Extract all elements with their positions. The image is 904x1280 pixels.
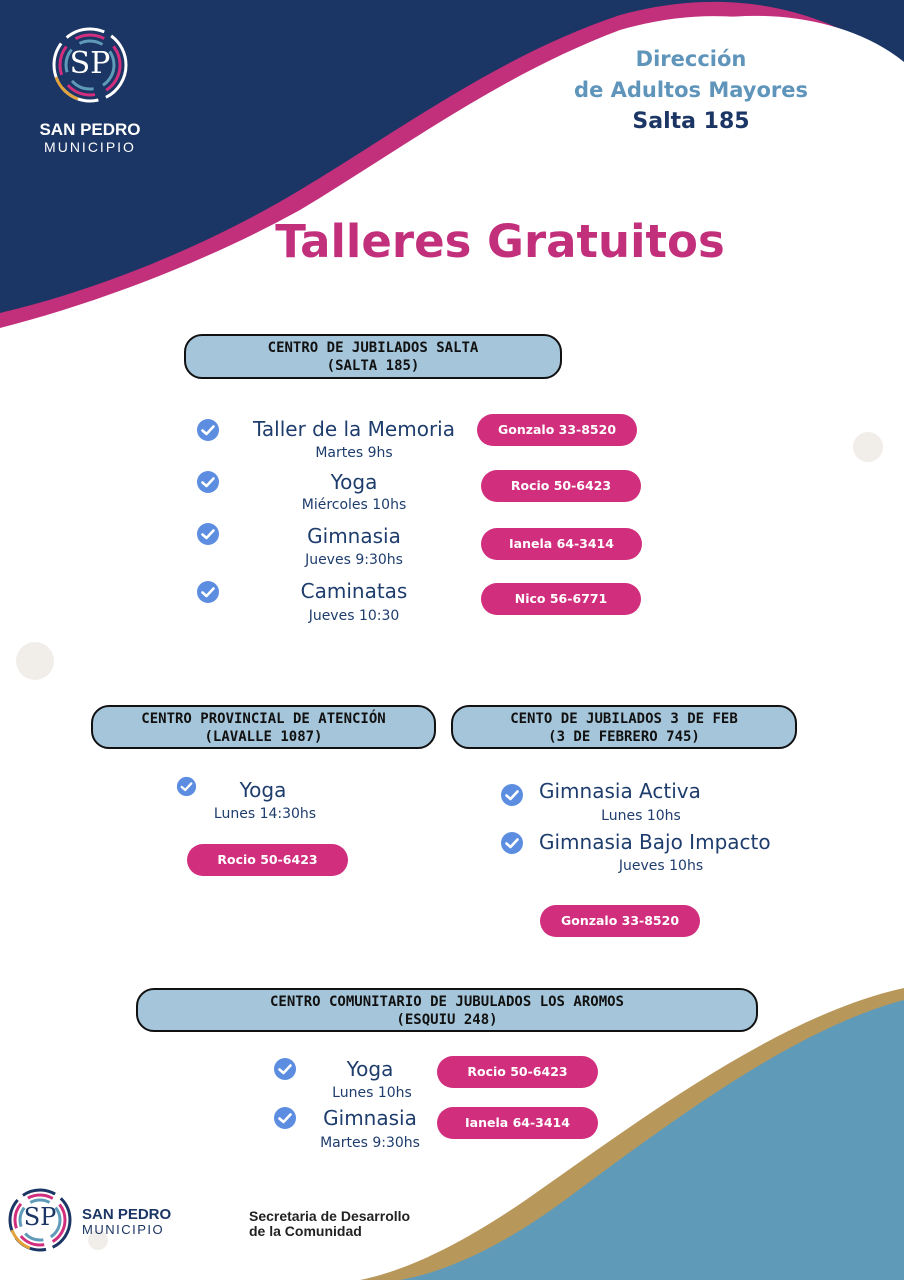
- activity-schedule: Miércoles 10hs: [301, 497, 407, 513]
- center-address: (LAVALLE 1087): [204, 729, 323, 745]
- activity-schedule: Lunes 10hs: [332, 1085, 412, 1101]
- activity-name: Gimnasia Activa: [539, 779, 701, 803]
- check-icon: [196, 418, 220, 442]
- check-icon: [176, 776, 197, 797]
- footer-logo-name: SAN PEDRO: [82, 1206, 172, 1223]
- center-name: CENTRO DE JUBILADOS SALTA: [267, 340, 479, 356]
- contact-button[interactable]: Nico 56-6771: [481, 583, 641, 615]
- check-icon: [196, 522, 220, 546]
- check-icon: [500, 783, 524, 807]
- check-icon: [273, 1057, 297, 1081]
- activity-schedule: Jueves 10:30: [308, 608, 400, 624]
- contact-button[interactable]: Rocio 50-6423: [187, 844, 348, 876]
- contact-button[interactable]: Gonzalo 33-8520: [477, 414, 637, 446]
- activity-schedule: Martes 9:30hs: [320, 1135, 420, 1151]
- activity-name: Yoga: [330, 470, 378, 494]
- center-address: (ESQUIU 248): [396, 1012, 498, 1028]
- activity-name: Yoga: [239, 778, 287, 802]
- center-label-los-aromos: [136, 988, 758, 1032]
- activity-schedule: Lunes 10hs: [601, 808, 681, 824]
- activity-name: Gimnasia: [307, 524, 401, 548]
- logo-monogram: SP: [69, 46, 111, 81]
- activity-name: Gimnasia: [323, 1106, 417, 1130]
- activity-schedule: Lunes 14:30hs: [213, 806, 317, 822]
- municipio-logo: [16, 16, 164, 164]
- footer-logo-subtitle: MUNICIPIO: [82, 1222, 165, 1237]
- logo-subtitle: MUNICIPIO: [44, 139, 136, 155]
- check-icon: [196, 470, 220, 494]
- check-icon: [273, 1106, 297, 1130]
- secretaria-line1: Secretaria de Desarrollo: [249, 1208, 411, 1224]
- logo-name: SAN PEDRO: [39, 120, 141, 139]
- activity-name: Yoga: [346, 1057, 394, 1081]
- direction-heading: [560, 44, 822, 138]
- footer-secretaria: [249, 1209, 410, 1239]
- direction-line2: de Adultos Mayores: [574, 78, 808, 102]
- check-icon: [196, 580, 220, 604]
- page-title: Talleres Gratuitos: [275, 215, 725, 268]
- center-label-provincial: [91, 705, 436, 749]
- center-name: CENTO DE JUBILADOS 3 DE FEB: [510, 711, 738, 727]
- contact-button[interactable]: Rocio 50-6423: [481, 470, 641, 502]
- contact-button[interactable]: Ianela 64-3414: [481, 528, 642, 560]
- activity-schedule: Jueves 9:30hs: [305, 552, 403, 568]
- center-name: CENTRO PROVINCIAL DE ATENCIÓN: [141, 711, 386, 727]
- activity-name: Caminatas: [300, 579, 408, 603]
- footer-logo-monogram: SP: [23, 1203, 57, 1231]
- center-name: CENTRO COMUNITARIO DE JUBULADOS LOS AROMOS: [269, 994, 624, 1010]
- activity-schedule: Jueves 10hs: [618, 858, 704, 874]
- activity-schedule: Martes 9hs: [315, 445, 393, 461]
- center-address: (SALTA 185): [326, 358, 420, 374]
- contact-button[interactable]: Rocio 50-6423: [437, 1056, 598, 1088]
- activity-name: Gimnasia Bajo Impacto: [539, 830, 771, 854]
- center-label-3-de-febrero: [451, 705, 797, 749]
- footer-logo: [6, 1186, 74, 1254]
- check-icon: [500, 831, 524, 855]
- contact-button[interactable]: Ianela 64-3414: [437, 1107, 598, 1139]
- center-label-salta: [184, 334, 562, 379]
- center-address: (3 DE FEBRERO 745): [548, 729, 700, 745]
- direction-line1: Dirección: [635, 47, 747, 71]
- activity-name: Taller de la Memoria: [252, 417, 455, 441]
- direction-address: Salta 185: [632, 109, 750, 134]
- secretaria-line2: de la Comunidad: [249, 1223, 362, 1239]
- contact-button[interactable]: Gonzalo 33-8520: [540, 905, 700, 937]
